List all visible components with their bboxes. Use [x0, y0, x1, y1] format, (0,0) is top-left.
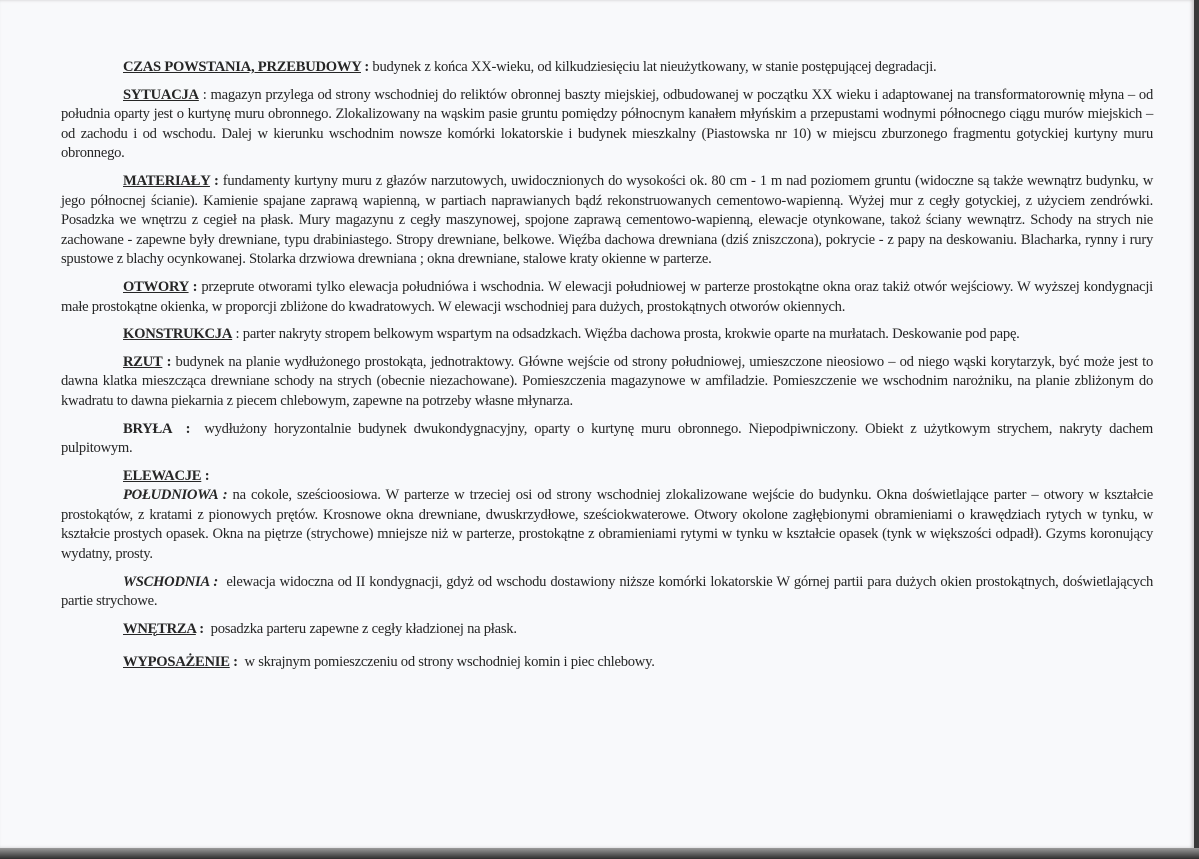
section-situation: SYTUACJA : magazyn przylega od strony wschodniej do reliktów obronnej baszty miejskiej, odbudowanej w początku XX wieku i adaptowanej na transformatorownię młyna – od południa oparty jest o kurtynę muru obronnego. Zlokalizowany na wąskim pasie gruntu pomiędzy północnym kanałem młyńskim a przepustami wodnymi północnego ciągu murów miejskich – od zachodu i od wschodu. Dalej w kierunku wschodnim nowsze komórki lokatorskie i budynek mieszkalny (Piastowska nr 10) w miejscu zburzonego fragmentu gotyckiej kurtyny muru obronnego.	[61, 86, 1153, 162]
section-text: posadzka parteru zapewne z cegły kładzionej na płask.	[210, 620, 517, 637]
section-text: budynek na planie wydłużonego prostokąta, jednotraktowy. Główne wejście od strony południowej, umieszczone nieosiowo – od niego wąski korytarzyk, być może jest to dawna klatka mieszcząca drewniane schody na strych (obecnie niezachowane). Pomieszczenia magazynowe w amfiladzie. Pomieszczenie we wschodnim narożniku, na planie zbliżonym do kwadratu to dawna piekarnia z piecem chlebowym, zapewne na potrzeby własne młynarza.	[61, 353, 1153, 409]
section-heading: WNĘTRZA	[123, 620, 196, 637]
section-heading: OTWORY	[123, 278, 189, 295]
section-elevation-east: WSCHODNIA : elewacja widoczna od II kondygnacji, gdyż od wschodu dostawiony niższe komórki lokatorskie W górnej partii para dużych okien prostokątnych, doświetlających partie strychowe.	[61, 573, 1153, 610]
subsection-heading: WSCHODNIA	[123, 573, 210, 590]
subsection-heading: POŁUDNIOWA	[123, 487, 218, 504]
section-heading: BRYŁA	[123, 420, 172, 437]
section-plan: RZUT : budynek na planie wydłużonego prostokąta, jednotraktowy. Główne wejście od strony południowej, umieszczone nieosiowo – od niego wąski korytarzyk, być może jest to dawna klatka mieszcząca drewniane schody na strych (obecnie niezachowane). Pomieszczenia magazynowe w amfiladzie. Pomieszczenie we wschodnim narożniku, na planie zbliżonym do kwadratu to dawna piekarnia z piecem chlebowym, zapewne na potrzeby własne młynarza.	[61, 353, 1153, 409]
section-construction: KONSTRUKCJA : parter nakryty stropem belkowym wspartym na odsadzkach. Więźba dachowa prosta, krokwie oparte na murłatach. Deskowanie pod papę.	[123, 326, 1020, 343]
section-heading: RZUT	[123, 353, 163, 370]
section-text: magazyn przylega od strony wschodniej do reliktów obronnej baszty miejskiej, odbudowanej w początku XX wieku i adaptowanej na transformatorownię młyna – od południa oparty jest o kurtynę muru obronnego. Zlokalizowany na wąskim pasie gruntu pomiędzy północnym kanałem młyńskim a przepustami wodnymi północnego ciągu murów miejskich – od zachodu i od wschodu. Dalej w kierunku wschodnim nowsze komórki lokatorskie i budynek mieszkalny (Piastowska nr 10) w miejscu zburzonego fragmentu gotyckiej kurtyny muru obronnego.	[61, 86, 1153, 162]
section-heading: WYPOSAŻENIE	[123, 654, 230, 671]
section-heading: ELEWACJE	[123, 467, 202, 484]
section-elevation-south: POŁUDNIOWA : na cokole, sześcioosiowa. W parterze w trzeciej osi od strony wschodniej zlokalizowane wejście do budynku. Okna doświetlające parter – otwory w kształcie prostokątów, z kratami z pionowych prętów. Krosnowe okna drewniane, dwuskrzydłowe, sześciokwaterowe. Otwory okolone zagłębionymi obramieniami o krawędziach rytych w tynku, w kształcie prostych opasek. Okna na piętrze (strychowe) mniejsze niż w parterze, prostokątne z obramieniami rytymi w tynku w kształcie opasek (tynk w większości odpadł). Gzyms koronujący wydatny, prosty.	[61, 487, 1153, 563]
section-construction-date: CZAS POWSTANIA, PRZEBUDOWY : budynek z końca XX-wieku, od kilkudziesięciu lat nieużytkowany, w stanie postępującej degradacji.	[123, 59, 937, 75]
section-openings: OTWORY : przeprute otworami tylko elewacja południówa i wschodnia. W elewacji południowej w parterze prostokątne okna oraz takiż otwór wejściowy. W wyższej kondygnacji małe prostokątne okienka, w proporcji zbliżone do kwadratowych. W elewacji wschodniej para dużych, prostokątnych otworów okiennych.	[61, 278, 1153, 315]
section-heading: KONSTRUKCJA	[123, 326, 233, 343]
section-materials: MATERIAŁY : fundamenty kurtyny muru z głazów narzutowych, uwidocznionych do wysokości ok. 80 cm - 1 m nad poziomem gruntu (widoczne są także wewnątrz budynku, w jego północnej ścianie). Kamienie spajane zaprawą wapienną, w partiach naprawianych bądź rekonstruowanych cementowo-wapienną. Wyżej mur z cegły gotyckiej, z użyciem zendrówki. Posadzka we wnętrzu z cegieł na płask. Mury magazynu z cegły maszynowej, spojone zaprawą cementowo-wapienną, elewacje otynkowane, takoż ściany wewnątrz. Schody na strych nie zachowane - zapewne były drewniane, typu drabiniastego. Stropy drewniane, belkowe. Więźba dachowa drewniana (dziś zniszczona), pokrycie - z papy na deskowaniu. Blacharka, rynny i rury spustowe z blachy ocynkowanej. Stolarka drzwiowa drewniana ; okna drewniane, stalowe kraty okienne w parterze.	[61, 172, 1153, 268]
section-text: fundamenty kurtyny muru z głazów narzutowych, uwidocznionych do wysokości ok. 80 cm - 1 m nad poziomem gruntu (widoczne są także wewnątrz budynku, w jego północnej ścianie). Kamienie spajane zaprawą wapienną, w partiach naprawianych bądź rekonstruowanych cementowo-wapienną. Wyżej mur z cegły gotyckiej, z użyciem zendrówki. Posadzka we wnętrzu z cegieł na płask. Mury magazynu z cegły maszynowej, spojone zaprawą cementowo-wapienną, elewacje otynkowane, takoż ściany wewnątrz. Schody na strych nie zachowane - zapewne były drewniane, typu drabiniastego. Stropy drewniane, belkowe. Więźba dachowa drewniana (dziś zniszczona), pokrycie - z papy na deskowaniu. Blacharka, rynny i rury spustowe z blachy ocynkowanej. Stolarka drzwiowa drewniana ; okna drewniane, stalowe kraty okienne w parterze.	[61, 172, 1153, 268]
section-text: na cokole, sześcioosiowa. W parterze w trzeciej osi od strony wschodniej zlokalizowane wejście do budynku. Okna doświetlające parter – otwory w kształcie prostokątów, z kratami z pionowych prętów. Krosnowe okna drewniane, dwuskrzydłowe, sześciokwaterowe. Otwory okolone zagłębionymi obramieniami o krawędziach rytych w tynku, w kształcie prostych opasek. Okna na piętrze (strychowe) mniejsze niż w parterze, prostokątne z obramieniami rytymi w tynku w kształcie opasek (tynk w większości odpadł). Gzyms koronujący wydatny, prosty.	[61, 487, 1153, 563]
section-heading: SYTUACJA	[123, 86, 199, 103]
section-text: przeprute otworami tylko elewacja południówa i wschodnia. W elewacji południowej w parterze prostokątne okna oraz takiż otwór wejściowy. W wyższej kondygnacji małe prostokątne okienka, w proporcji zbliżone do kwadratowych. W elewacji wschodniej para dużych, prostokątnych otworów okiennych.	[61, 278, 1153, 315]
section-massing: BRYŁA : wydłużony horyzontalnie budynek dwukondygnacyjny, oparty o kurtynę muru obronnego. Niepodpiwniczony. Obiekt z użytkowym strychem, nakryty dachem pulpitowym.	[61, 420, 1153, 457]
section-text: elewacja widoczna od II kondygnacji, gdyż od wschodu dostawiony niższe komórki lokatorskie W górnej partii para dużych okien prostokątnych, doświetlających partie strychowe.	[61, 573, 1153, 610]
section-text: parter nakryty stropem belkowym wspartym na odsadzkach. Więźba dachowa prosta, krokwie oparte na murłatach. Deskowanie pod papę.	[242, 326, 1020, 343]
section-text: wydłużony horyzontalnie budynek dwukondygnacyjny, oparty o kurtynę muru obronnego. Niepodpiwniczony. Obiekt z użytkowym strychem, nakryty dachem pulpitowym.	[61, 420, 1153, 457]
section-text: budynek z końca XX-wieku, od kilkudziesięciu lat nieużytkowany, w stanie postępującej degradacji.	[372, 59, 937, 75]
section-interior: WNĘTRZA : posadzka parteru zapewne z cegły kładzionej na płask.	[123, 620, 517, 637]
document-body	[61, 58, 1153, 681]
section-text: w skrajnym pomieszczeniu od strony wschodniej komin i piec chlebowy.	[244, 654, 655, 671]
section-heading: MATERIAŁY	[123, 172, 210, 189]
section-furnishing: WYPOSAŻENIE : w skrajnym pomieszczeniu od strony wschodniej komin i piec chlebowy.	[123, 654, 655, 671]
scan-edge	[0, 848, 1199, 859]
section-heading: CZAS POWSTANIA, PRZEBUDOWY	[123, 59, 361, 75]
section-elevations-heading: ELEWACJE :	[123, 467, 210, 484]
